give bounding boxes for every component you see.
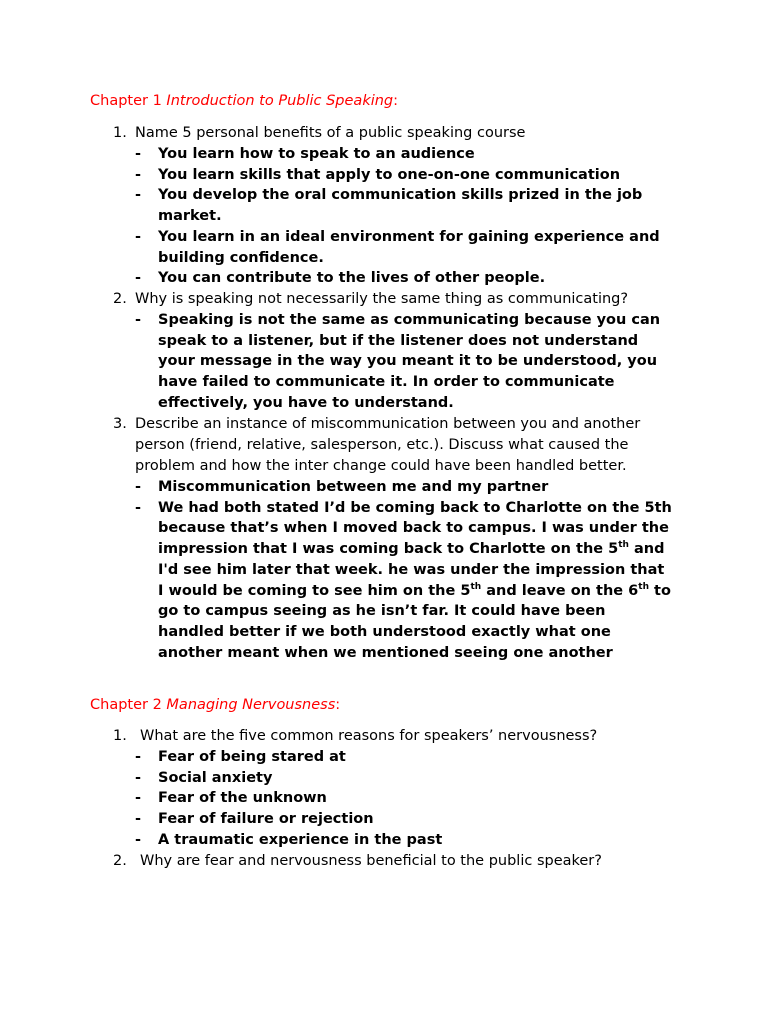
ch1-question-3 [113, 414, 673, 663]
chapter-1-heading [90, 91, 398, 111]
answer-list [113, 747, 673, 851]
chapter-2-suffix: : [335, 697, 341, 713]
question-number: 1. [113, 125, 127, 141]
answer-item: - You can contribute to the lives of other people. [135, 270, 546, 287]
answer-item: - Fear of the unknown [135, 790, 327, 807]
question-number: 2. [113, 853, 127, 869]
question-text: Why is speaking not necessarily the same thing as communicating? [135, 291, 629, 307]
question-number: 1. [113, 728, 127, 744]
answer-item-long: - We had both stated I’d be coming back to Charlotte on the 5th because that’s when I moved back to campus. I was under the impression that I was coming back to Charlotte on the 5th and I'd see him later that week. he was under the impression that I would be coming to see him on the 5th and leave on the 6th to go to campus seeing as he isn’t far. It could have been handled better if we both understood exactly what one another meant when we mentioned seeing one another [135, 499, 672, 661]
answer-item: - Speaking is not the same as communicating because you can speak to a listener, but if the listener does not understand your message in the way you meant it to be understood, you have failed to communicate it. In order to communicate effectively, you have to understand. [135, 312, 661, 411]
answer-item: - Fear of failure or rejection [135, 811, 374, 828]
answer-list [113, 310, 673, 414]
answer-item: - You learn how to speak to an audience [135, 146, 475, 162]
chapter-2-prefix: Chapter 2 [90, 697, 167, 713]
chapter-2-heading [90, 695, 340, 715]
ch1-question-2 [113, 289, 673, 414]
answer-item: - You learn skills that apply to one-on-one communication [135, 166, 621, 183]
question-number: 3. [113, 416, 127, 432]
question-text: Describe an instance of miscommunication between you and another person (friend, relative, salesperson, etc.). Discuss what caused the problem and how the inter change could have been handled better. [135, 416, 641, 474]
question-text: What are the five common reasons for speakers’ nervousness? [140, 728, 598, 744]
answer-item: - A traumatic experience in the past [135, 831, 443, 848]
answer-item: - You develop the oral communication skills prized in the job market. [135, 187, 643, 225]
chapter-1-title: Introduction to Public Speaking [166, 93, 394, 109]
ch2-question-2 [113, 851, 673, 872]
answer-item: - Social anxiety [135, 769, 273, 786]
ch2-question-1 [113, 726, 673, 851]
chapter-2-title: Managing Nervousness [166, 697, 336, 713]
question-number: 2. [113, 291, 127, 307]
chapter-1-prefix: Chapter 1 [90, 93, 167, 109]
answer-item: - Fear of being stared at [135, 749, 346, 765]
answer-item: - Miscommunication between me and my partner [135, 479, 549, 495]
question-text: Why are fear and nervousness beneficial to the public speaker? [140, 853, 602, 869]
ch1-question-1 [113, 123, 673, 289]
answer-list [113, 477, 673, 663]
answer-item: - You learn in an ideal environment for gaining experience and building confidence. [135, 228, 660, 266]
chapter-1-suffix: : [393, 93, 399, 109]
answer-list [113, 144, 673, 289]
question-text: Name 5 personal benefits of a public speaking course [135, 125, 526, 141]
